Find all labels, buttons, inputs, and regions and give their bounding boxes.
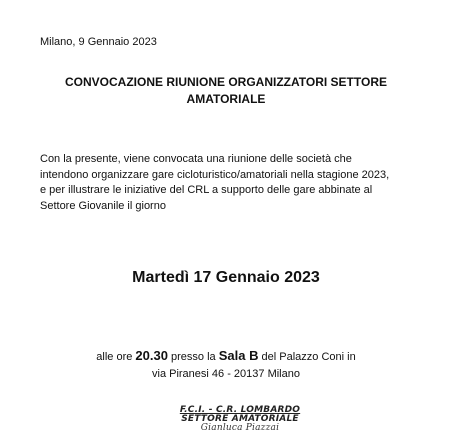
body-line-3: e per illustrare le iniziative del CRL a supporto delle gare abbinate al — [40, 184, 373, 196]
meeting-address: via Piranesi 46 - 20137 Milano — [152, 368, 300, 380]
time-place-line — [0, 347, 452, 366]
signature-name: Gianluca Piazzai — [200, 423, 280, 433]
body-paragraph — [40, 152, 420, 214]
body-line-2: intendono organizzare gare cicloturistico/amatoriali nella stagione 2023, — [40, 168, 390, 181]
meeting-time: 20.30 — [135, 348, 168, 363]
place-suffix: del Palazzo Coni in — [258, 351, 356, 363]
body-line-1: Con la presente, viene convocata una riunione delle società che — [40, 153, 352, 165]
time-place-block — [0, 347, 452, 383]
meeting-room: Sala B — [218, 348, 259, 363]
document-title — [40, 74, 412, 108]
dateline: Milano, 9 Gennaio 2023 — [40, 36, 157, 48]
body-line-4: Settore Giovanile il giorno — [40, 199, 166, 212]
event-date: Martedì 17 Gennaio 2023 — [132, 269, 320, 286]
time-prefix: alle ore — [96, 351, 136, 363]
title-line-2: AMATORIALE — [186, 92, 266, 106]
signature-stamp — [150, 406, 330, 433]
signature-org: F.C.I. - C.R. LOMBARDO — [179, 405, 301, 415]
signature-sector: SETTORE AMATORIALE — [181, 414, 299, 424]
title-line-1: CONVOCAZIONE RIUNIONE ORGANIZZATORI SETTORE — [64, 75, 387, 89]
place-mid: presso la — [167, 351, 219, 363]
